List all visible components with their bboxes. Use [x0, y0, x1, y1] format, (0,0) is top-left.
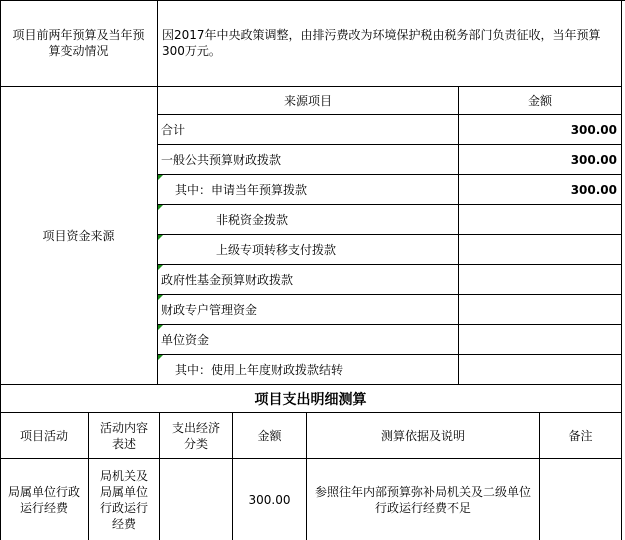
detail-cell-remark [540, 459, 622, 540]
detail-header-amount: 金额 [233, 413, 307, 459]
funding-row-label: 其中：使用上年度财政拨款结转 [158, 355, 459, 385]
funding-row-amount: 300.00 [459, 175, 622, 205]
funding-row-amount [459, 205, 622, 235]
funding-row-amount: 300.00 [459, 115, 622, 145]
detail-header-remark: 备注 [540, 413, 622, 459]
funding-row-label: 上级专项转移支付拨款 [158, 235, 459, 265]
funding-header-source: 来源项目 [158, 87, 459, 115]
detail-cell-basis: 参照往年内部预算弥补局机关及二级单位行政运行经费不足 [307, 459, 540, 540]
detail-header-category: 支出经济分类 [160, 413, 233, 459]
funding-source-label: 项目资金来源 [0, 87, 158, 385]
detail-header-basis: 测算依据及说明 [307, 413, 540, 459]
funding-row-amount [459, 295, 622, 325]
funding-row-amount [459, 265, 622, 295]
detail-header-activity: 项目活动 [0, 413, 89, 459]
funding-row-label: 其中：申请当年预算拨款 [158, 175, 459, 205]
funding-row-label: 合计 [158, 115, 459, 145]
funding-row-amount [459, 235, 622, 265]
detail-cell-content: 局机关及局属单位行政运行经费 [89, 459, 160, 540]
funding-row-amount: 300.00 [459, 145, 622, 175]
detail-cell-amount: 300.00 [233, 459, 307, 540]
funding-row-amount [459, 355, 622, 385]
funding-row-label: 财政专户管理资金 [158, 295, 459, 325]
detail-cell-category [160, 459, 233, 540]
detail-header-content: 活动内容表述 [89, 413, 160, 459]
budget-change-text: 因2017年中央政策调整，由排污费改为环境保护税由税务部门负责征收，当年预算300万元。 [158, 0, 622, 87]
funding-row-label: 政府性基金预算财政拨款 [158, 265, 459, 295]
detail-cell-activity: 局属单位行政运行经费 [0, 459, 89, 540]
detail-section-title: 项目支出明细测算 [0, 385, 622, 413]
budget-change-label: 项目前两年预算及当年预算变动情况 [0, 0, 158, 87]
funding-row-label: 一般公共预算财政拨款 [158, 145, 459, 175]
funding-row-label: 单位资金 [158, 325, 459, 355]
funding-header-amount: 金额 [459, 87, 622, 115]
funding-row-amount [459, 325, 622, 355]
funding-row-label: 非税资金拨款 [158, 205, 459, 235]
